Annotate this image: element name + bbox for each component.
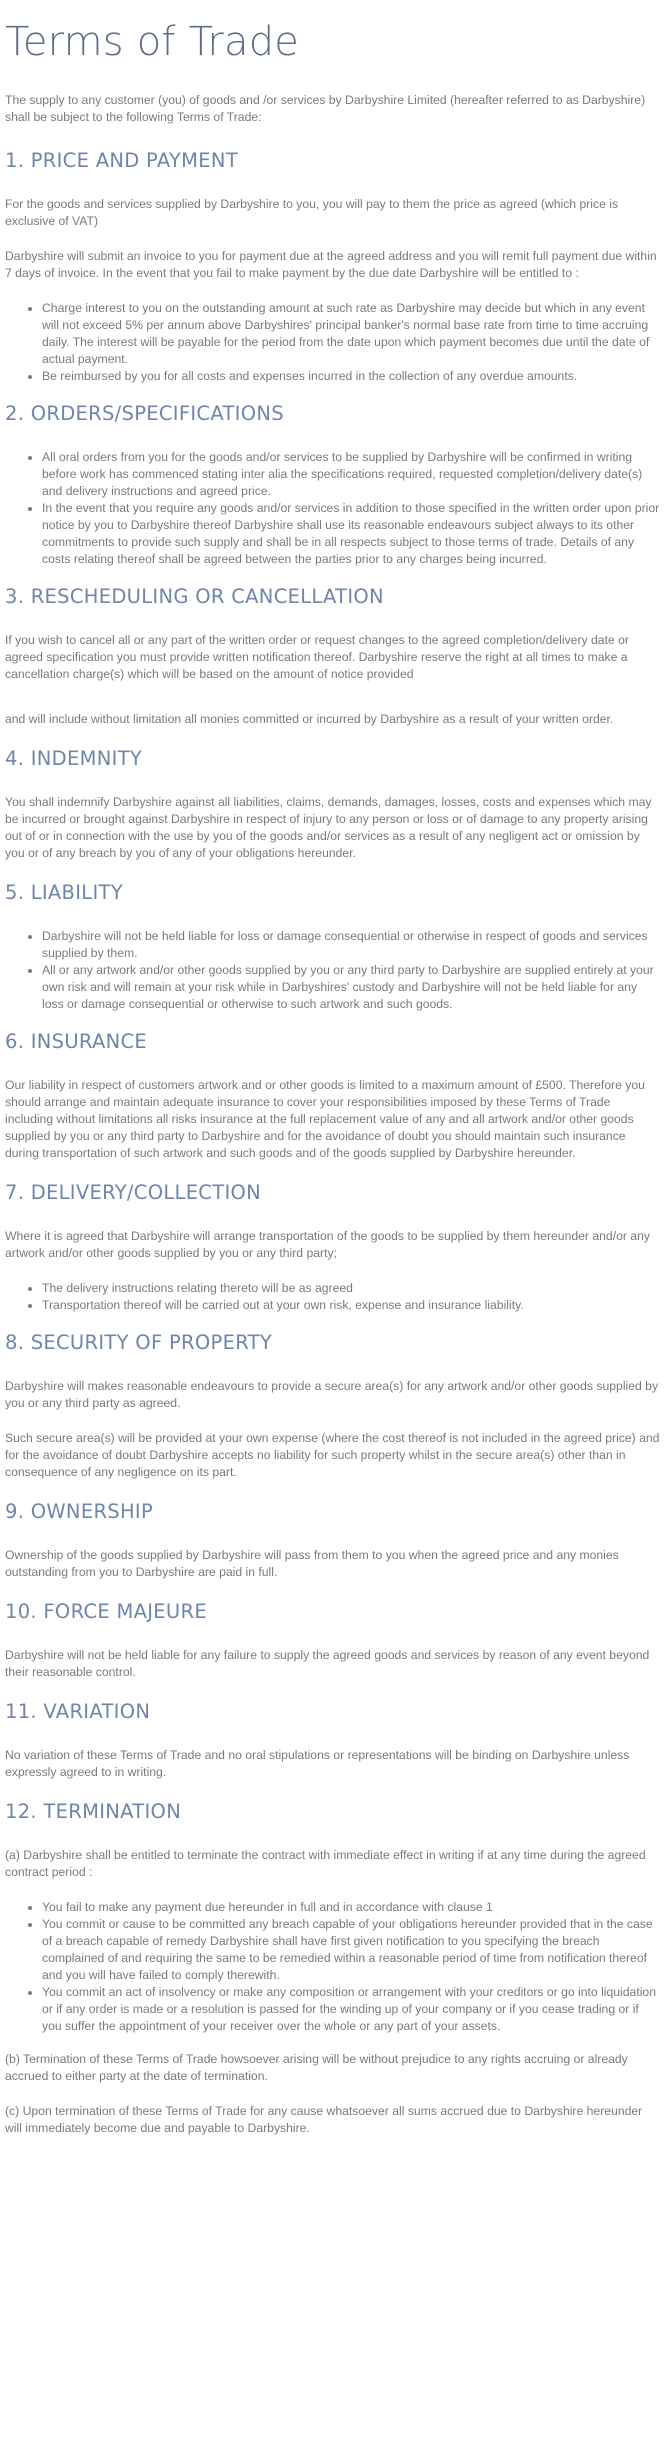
section-paragraph: (b) Termination of these Terms of Trade howsoever arising will be without prejudice to any rights accruing or already accrued to either party at the date of termination.	[5, 2052, 628, 2083]
bullet-list	[5, 449, 660, 568]
section-heading-insurance: 6. INSURANCE	[5, 1030, 148, 1053]
section-heading-orders: 2. ORDERS/SPECIFICATIONS	[5, 402, 284, 425]
page-title: Terms of Trade	[5, 19, 300, 65]
list-item: • Be reimbursed by you for all costs and expenses incurred in the collection of any overdue amounts.	[42, 368, 660, 385]
section-paragraph: You shall indemnify Darbyshire against all liabilities, claims, demands, damages, losses, costs and expenses which may be incurred or brought against Darbyshire in respect of injury to any person or loss or of damage to any property arising out of or in connection with the use by you of the goods and/or services as a result of any negligent act or omission by you or of any breach by you of any of your obligations hereunder.	[5, 795, 652, 860]
list-item: • You commit an act of insolvency or make any composition or arrangement with your creditors or go into liquidation or if any order is made or a resolution is passed for the winding up of your company or if you cease trading or if you suffer the appointment of your receiver over the whole or any part of your assets.	[42, 1984, 660, 2035]
list-item: • All or any artwork and/or other goods supplied by you or any third party to Darbyshire are supplied entirely at your own risk and will remain at your risk while in Darbyshires' custody and Darbyshire will not be held liable for any loss or damage consequential or otherwise to such artwork and such goods.	[42, 962, 660, 1013]
section-paragraph: (c) Upon termination of these Terms of Trade for any cause whatsoever all sums accrued due to Darbyshire hereunder will immediately become due and payable to Darbyshire.	[5, 2104, 643, 2135]
section-heading-security: 8. SECURITY OF PROPERTY	[5, 1331, 273, 1354]
section-heading-indemnity: 4. INDEMNITY	[5, 747, 143, 770]
section-paragraph: Darbyshire will submit an invoice to you for payment due at the agreed address and you will remit full payment due within 7 days of invoice. In the event that you fail to make payment by the due date Darbyshire will be entitled to :	[5, 249, 657, 280]
bullet-list	[5, 300, 660, 385]
list-item: • You fail to make any payment due hereunder in full and in accordance with clause 1	[42, 1899, 660, 1916]
section-heading-termination: 12. TERMINATION	[5, 1800, 182, 1823]
section-paragraph: and will include without limitation all monies committed or incurred by Darbyshire as a result of your written order.	[5, 712, 614, 726]
section-paragraph: (a) Darbyshire shall be entitled to terminate the contract with immediate effect in writing if at any time during the agreed contract period :	[5, 1848, 646, 1879]
section-paragraph: Our liability in respect of customers artwork and or other goods is limited to a maximum amount of £500. Therefore you should arrange and maintain adequate insurance to cover your responsibilities imposed by these Terms of Trade including without limitations all risks insurance at the full replacement value of any and all artwork and/or other goods supplied by you or any third party to Darbyshire and for the avoidance of doubt you should maintain such insurance during transportation of such artwork and such goods and of the goods supplied by Darbyshire hereunder.	[5, 1078, 645, 1160]
section-heading-delivery: 7. DELIVERY/COLLECTION	[5, 1181, 262, 1204]
section-heading-variation: 11. VARIATION	[5, 1700, 151, 1723]
bullet-list	[5, 1899, 660, 2035]
section-paragraph: No variation of these Terms of Trade and no oral stipulations or representations will be binding on Darbyshire unless expressly agreed to in writing.	[5, 1748, 630, 1779]
section-paragraph: Darbyshire will makes reasonable endeavours to provide a secure area(s) for any artwork and/or other goods supplied by you or any third party as agreed.	[5, 1379, 659, 1410]
list-item: • You commit or cause to be committed any breach capable of your obligations hereunder provided that in the case of a breach capable of remedy Darbyshire shall have first given notification to you specifying the breach complained of and requiring the same to be remedied within a reasonable period of time from notification thereof and you will have failed to comply therewith.	[42, 1916, 660, 1984]
list-item: • Transportation thereof will be carried out at your own risk, expense and insurance liability.	[42, 1297, 660, 1314]
list-item: • All oral orders from you for the goods and/or services to be supplied by Darbyshire will be confirmed in writing before work has commenced stating inter alia the specifications required, requested completion/delivery date(s) and delivery instructions and agreed price.	[42, 449, 660, 500]
list-item: • Darbyshire will not be held liable for loss or damage consequential or otherwise in respect of goods and services supplied by them.	[42, 928, 660, 962]
intro-paragraph: The supply to any customer (you) of goods and /or services by Darbyshire Limited (hereafter referred to as Darbyshire) shall be subject to the following Terms of Trade:	[5, 93, 646, 124]
section-paragraph: For the goods and services supplied by Darbyshire to you, you will pay to them the price as agreed (which price is exclusive of VAT)	[5, 197, 619, 228]
list-item: • Charge interest to you on the outstanding amount at such rate as Darbyshire may decide but which in any event will not exceed 5% per annum above Darbyshires' principal banker's normal base rate from time to time accruing daily. The interest will be payable for the period from the date upon which payment becomes due until the date of actual payment.	[42, 300, 660, 368]
section-heading-price-payment: 1. PRICE AND PAYMENT	[5, 149, 239, 172]
list-item: • The delivery instructions relating thereto will be as agreed	[42, 1280, 660, 1297]
section-paragraph: Darbyshire will not be held liable for any failure to supply the agreed goods and services by reason of any event beyond their reasonable control.	[5, 1648, 650, 1679]
section-paragraph: Where it is agreed that Darbyshire will arrange transportation of the goods to be supplied by them hereunder and/or any artwork and/or other goods supplied by you or any third party;	[5, 1229, 650, 1260]
section-paragraph: If you wish to cancel all or any part of the written order or request changes to the agreed completion/delivery date or agreed specification you must provide written notification thereof. Darbyshire reserve the right at all times to make a cancellation charge(s) which will be based on the amount of notice provided	[5, 633, 629, 681]
bullet-list	[5, 928, 660, 1013]
section-heading-liability: 5. LIABILITY	[5, 881, 123, 904]
section-heading-force-majeure: 10. FORCE MAJEURE	[5, 1600, 207, 1623]
section-heading-ownership: 9. OWNERSHIP	[5, 1500, 154, 1523]
section-paragraph: Ownership of the goods supplied by Darbyshire will pass from them to you when the agreed price and any monies outstanding from you to Darbyshire are paid in full.	[5, 1548, 619, 1579]
section-paragraph: Such secure area(s) will be provided at your own expense (where the cost thereof is not included in the agreed price) and for the avoidance of doubt Darbyshire accepts no liability for such property whilst in the secure area(s) other than in consequence of any negligence on its part.	[5, 1431, 660, 1479]
section-heading-rescheduling: 3. RESCHEDULING OR CANCELLATION	[5, 585, 384, 608]
bullet-list	[5, 1280, 660, 1314]
list-item: • In the event that you require any goods and/or services in addition to those specified in the written order upon prior notice by you to Darbyshire thereof Darbyshire shall use its reasonable endeavours subject always to its other commitments to provide such supply and shall be in all respects subject to those terms of trade. Details of any costs relating thereof shall be agreed between the parties prior to any charges being incurred.	[42, 500, 660, 568]
